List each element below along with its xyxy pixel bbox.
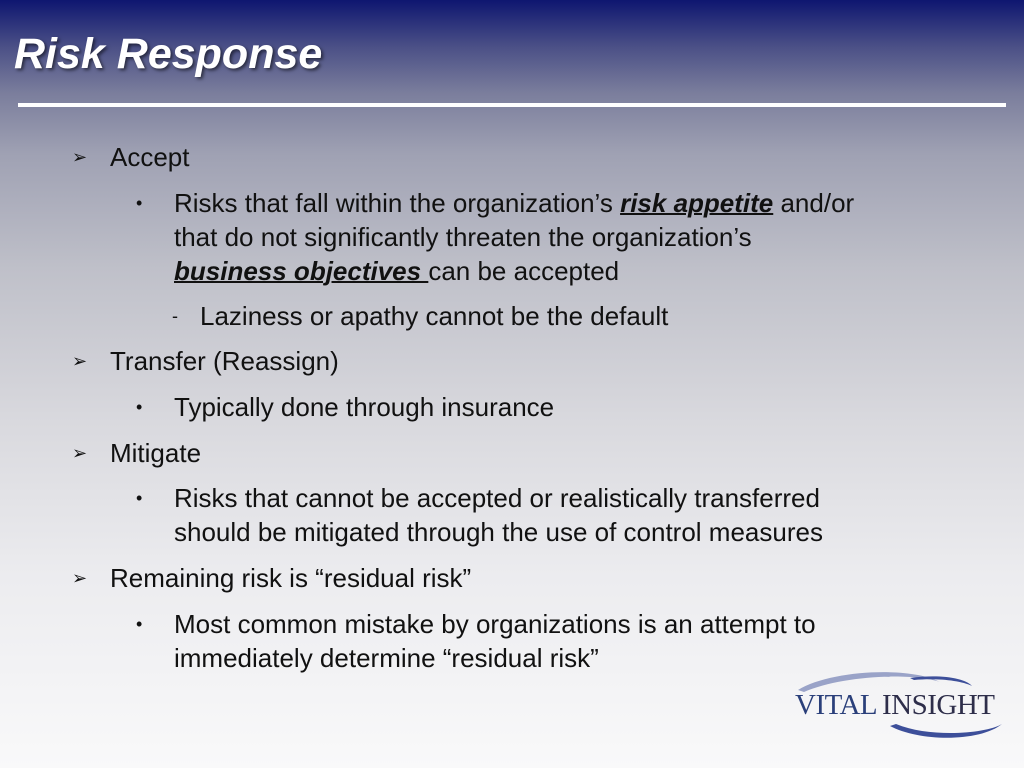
mitigate-bullet-line-2: should be mitigated through the use of control measures	[174, 517, 823, 547]
text-run: and/or	[773, 188, 855, 218]
mitigate-bullet-line-1: Risks that cannot be accepted or realistically transferred	[174, 483, 820, 513]
level1-item-transfer: Transfer (Reassign)	[110, 346, 339, 376]
arrow-bullet-icon: ➢	[72, 351, 88, 371]
logo-word-insight: INSIGHT	[882, 689, 995, 721]
accept-bullet-line-1	[174, 186, 854, 220]
dot-bullet-icon: •	[136, 488, 143, 508]
accept-bullet-line-3	[174, 254, 619, 288]
text-run: Risks that fall within the organization’s	[174, 188, 621, 218]
level3-item-laziness: Laziness or apathy cannot be the default	[200, 301, 669, 331]
arrow-bullet-icon: ➢	[72, 147, 88, 167]
level1-item-residual: Remaining risk is “residual risk”	[110, 563, 472, 593]
logo-word-vital: VITAL	[795, 689, 878, 721]
slide-title: Risk Response	[14, 30, 323, 78]
dash-bullet-icon: -	[172, 306, 178, 326]
level1-item-accept: Accept	[110, 142, 190, 172]
dot-bullet-icon: •	[136, 193, 143, 213]
emphasis-risk-appetite: risk appetite	[620, 188, 774, 218]
accept-bullet-line-2: that do not significantly threaten the organization’s	[174, 222, 752, 252]
transfer-bullet: Typically done through insurance	[174, 392, 555, 422]
vital-insight-logo	[790, 668, 1006, 746]
level1-item-mitigate: Mitigate	[110, 438, 202, 468]
residual-bullet-line-2: immediately determine “residual risk”	[174, 643, 599, 673]
dot-bullet-icon: •	[136, 614, 143, 634]
text-run: can be accepted	[428, 256, 620, 286]
arrow-bullet-icon: ➢	[72, 568, 88, 588]
dot-bullet-icon: •	[136, 397, 143, 417]
arrow-bullet-icon: ➢	[72, 443, 88, 463]
residual-bullet-line-1: Most common mistake by organizations is an attempt to	[174, 609, 816, 639]
emphasis-business-objectives: business objectives	[174, 256, 429, 286]
